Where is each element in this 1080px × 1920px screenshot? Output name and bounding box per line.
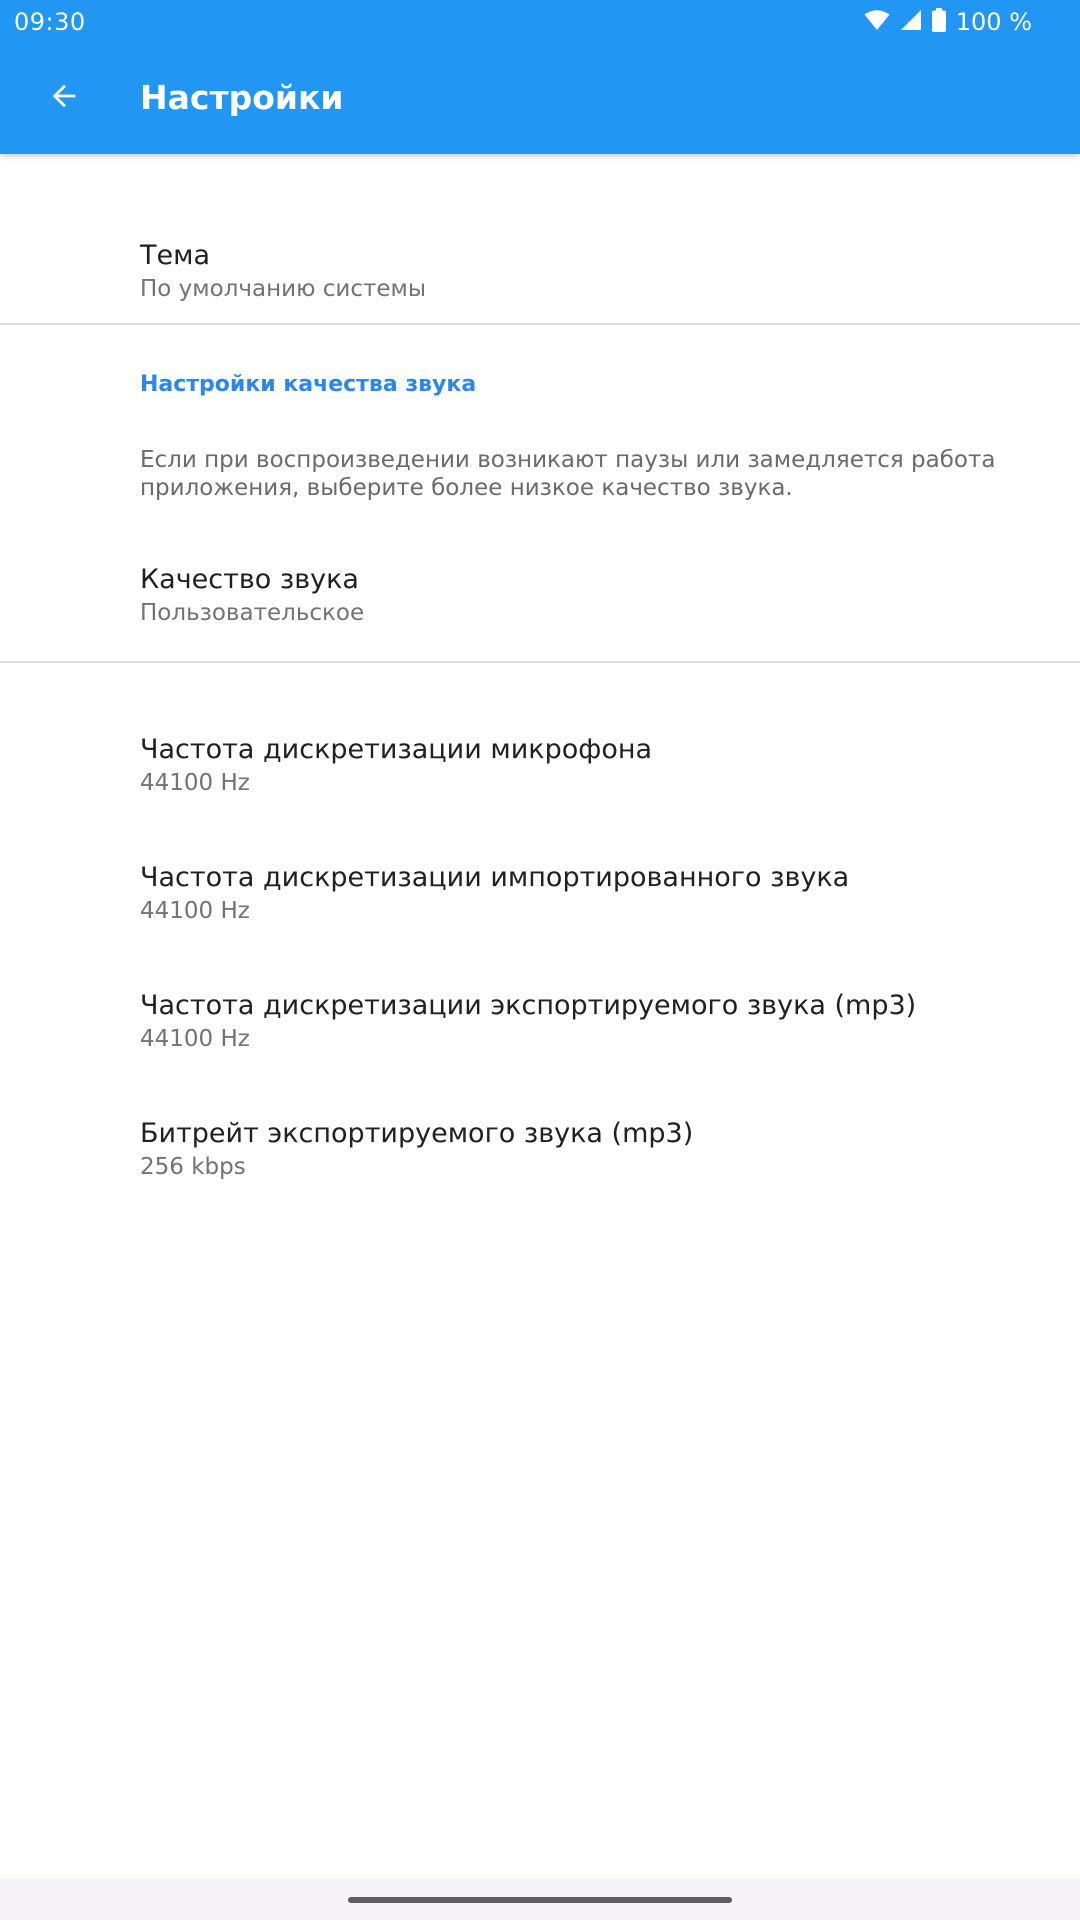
sound-quality-preference[interactable] [0, 544, 1080, 652]
theme-title: Тема [140, 240, 211, 271]
import-sample-rate-preference[interactable] [0, 842, 1080, 960]
mic-sample-rate-summary: 44100 Hz [140, 770, 250, 796]
divider [0, 661, 1080, 663]
status-icons [864, 8, 1032, 36]
theme-preference[interactable] [0, 208, 1080, 316]
audio-quality-category-title: Настройки качества звука [140, 372, 477, 397]
gesture-handle[interactable] [348, 1897, 732, 1903]
mic-sample-rate-preference[interactable] [0, 714, 1080, 832]
navigation-bar [0, 1878, 1080, 1920]
status-time: 09:30 [14, 8, 86, 36]
divider [0, 323, 1080, 325]
theme-summary: По умолчанию системы [140, 276, 427, 302]
arrow-back-icon [47, 79, 81, 117]
export-sample-rate-summary: 44100 Hz [140, 1026, 250, 1052]
toolbar [0, 44, 1080, 154]
back-button[interactable] [32, 66, 96, 130]
export-sample-rate-title: Частота дискретизации экспортируемого звука (mp3) [140, 990, 917, 1021]
status-bar [0, 0, 1080, 44]
sound-quality-summary: Пользовательское [140, 600, 365, 626]
battery-icon [932, 8, 946, 36]
app-header [0, 0, 1080, 154]
export-bitrate-summary: 256 kbps [140, 1154, 246, 1180]
import-sample-rate-title: Частота дискретизации импортированного звука [140, 862, 850, 893]
battery-percentage: 100 % [955, 8, 1032, 36]
sound-quality-title: Качество звука [140, 564, 359, 595]
mic-sample-rate-title: Частота дискретизации микрофона [140, 734, 653, 765]
export-bitrate-title: Битрейт экспортируемого звука (mp3) [140, 1118, 694, 1149]
cell-signal-icon [900, 9, 922, 35]
export-bitrate-preference[interactable] [0, 1098, 1080, 1216]
audio-quality-info-text: Если при воспроизведении возникают паузы или замедляется работа приложения, выберите более низкое качество звука. [140, 447, 996, 501]
import-sample-rate-summary: 44100 Hz [140, 898, 250, 924]
page-title: Настройки [140, 78, 344, 117]
wifi-icon [864, 9, 890, 35]
export-sample-rate-preference[interactable] [0, 970, 1080, 1088]
